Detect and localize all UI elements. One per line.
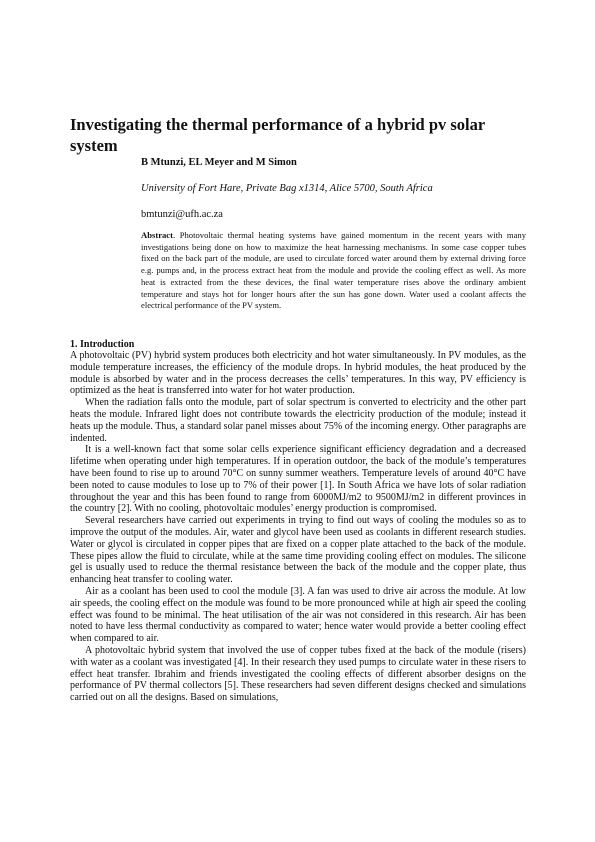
paragraph: When the radiation falls onto the module, part of solar spectrum is converted to electricity and the other part heats the module. Infrared light does not contribute towards the electricity production of the module; instead it heats up the module. Thus, a standard solar panel misses about 75% of the incoming energy. Other paragraphs are indented.: [70, 397, 526, 444]
paper-title: Investigating the thermal performance of a hybrid pv solar system: [70, 115, 485, 155]
author-list: B Mtunzi, EL Meyer and M Simon: [141, 157, 297, 168]
affiliation: University of Fort Hare, Private Bag x1314, Alice 5700, South Africa: [141, 183, 433, 194]
paragraph: A photovoltaic (PV) hybrid system produces both electricity and hot water simultaneously. In PV modules, as the module temperature increases, the efficiency of the module drops. In hybrid modules, the heat produced by the module is absorbed by water and in the process decreases the cells’ temperatures. In this way, PV efficiency is optimized as the heat is transferred into water for hot water production.: [70, 350, 526, 397]
paragraph: A photovoltaic hybrid system that involved the use of copper tubes fixed at the back of the module (risers) with water as a coolant was investigated [4]. In their research they used pumps to circulate water in these risers to effect heat transfer. Ibrahim and friends investigated the cooling effects of different absorber designs on the performance of PV thermal collectors [5]. These researchers had seven different designs checked and simulations carried out on all the designs. Based on simulations,: [70, 644, 526, 704]
paragraph: Several researchers have carried out experiments in trying to find out ways of cooling the modules so as to improve the output of the modules. Air, water and glycol have been used as coolants in different research studies. Water or glycol is circulated in copper pipes that are fixed on a copper plate attached to the back of the module. These pipes allow the fluid to circulate, while at the same time providing cooling effect on modules. The silicone gel is usually used to reduce the thermal resistance between the back of the module and the copper plate, thus enhancing heat transfer to cooling water.: [70, 515, 526, 586]
paragraph: Air as a coolant has been used to cool the module [3]. A fan was used to drive air across the module. At low air speeds, the cooling effect on the module was found to be more pronounced while at high air speed the cooling effect was found to be minimal. The heat utilisation of the air was not considered in this research. Air has been noted to have less thermal conductivity as compared to water; hence water would provide a better cooling effect when compared to air.: [70, 585, 526, 645]
abstract-text: . Photovoltaic thermal heating systems have gained momentum in the recent years with many investigations being done on how to maximize the heat harnessing mechanisms. In some case copper tubes fixed on the back part of the module, are used to circulate forced water around them by external driving force e.g. pumps and, in the process extract heat from the module and provide the cooling effect as well. As more heat is extracted from the these devices, the final water temperature rises above the ordinary ambient temperature and stays hot for longer hours after the sun has gone down. Water used a coolant affects the electrical performance of the PV system.: [141, 230, 526, 311]
abstract: [141, 230, 526, 312]
section-heading: 1. Introduction: [70, 339, 135, 350]
abstract-label: Abstract: [141, 230, 173, 240]
section-body: [70, 350, 526, 704]
author-email: bmtunzi@ufh.ac.za: [141, 209, 223, 220]
paragraph: It is a well-known fact that some solar cells experience significant efficiency degradation and a decreased lifetime when operating under high temperatures. If in operation outdoor, the back of the module’s temperatures have been found to rise up to around 70°C on sunny summer weathers. Temperature levels of around 40°C have been noted to cause modules to lose up to 7% of their power [1]. In South Africa we have lots of solar radiation throughout the year and this has been found to range from 6000MJ/m2 to 9500MJ/m2 in different provinces in the country [2]. With no cooling, photovoltaic modules’ energy production is compromised.: [70, 444, 526, 515]
